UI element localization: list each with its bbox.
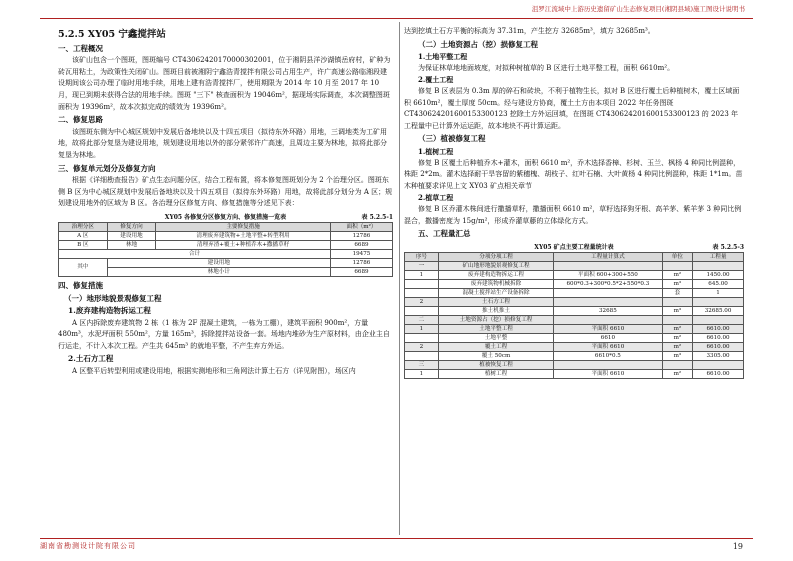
table-row (405, 324, 744, 333)
paragraph-continued: 达到挖填土石方平衡的标高为 37.31m，产生挖方 32685m³，填方 32685m³。 (404, 27, 655, 35)
table-cell: 12786 (330, 231, 392, 240)
table-row-total (59, 249, 393, 258)
paragraph-tree-planting: 修复 B 区覆土后种植乔木+灌木，面积 6610 m²，乔木选择香樟、杉树、玉兰、枫杨 4 种同比例混种，株距 2*2m。灌木选择耐干旱容留的紫穗槐、胡枝子、红叶石楠、大叶黄杨 4 种同比例混种，株距 1*1m。苗木种植要求详见上文 XY03 矿点相关章节 (404, 158, 743, 190)
table-cell (662, 315, 693, 324)
left-column (58, 26, 393, 531)
heading-soil-cover: 2.覆土工程 (418, 75, 454, 85)
table-cell: 1450.00 (693, 270, 744, 279)
table1-caption (58, 212, 393, 222)
table-cell: 植树工程 (438, 369, 553, 378)
footer-company: 湖南省勘测设计院有限公司 (40, 542, 136, 550)
table-cell: 矿山地形地貌景观修复工程 (438, 261, 553, 270)
table-cell: 6689 (330, 240, 392, 249)
table-cell: 覆土 50cm (438, 351, 553, 360)
heading-tree-planting: 1.植树工程 (418, 146, 454, 156)
table-cell: 清理废弃建筑物+土地平整+转型利用 (156, 231, 331, 240)
table-cell: 废弃建构造物拆运工程 (438, 270, 553, 279)
table-header: 治理分区 (59, 222, 108, 231)
table-cell: 植被恢复工程 (438, 360, 553, 369)
heading-units: 三、修复单元划分及修复方向 (58, 163, 156, 173)
table-cell (554, 288, 662, 297)
table-cell: 6610*0.5 (554, 351, 662, 360)
table-cell: 12786 (330, 258, 392, 267)
table-header: 序号 (405, 252, 439, 261)
footer-rule (40, 538, 753, 539)
table-cell (554, 297, 662, 306)
table-cell (554, 261, 662, 270)
table-cell (662, 297, 693, 306)
table-row (59, 240, 393, 249)
table-row (405, 288, 744, 297)
heading-landform: （一）地形地貌景观修复工程 (64, 293, 162, 303)
table-row (59, 231, 393, 240)
table-cell: 6610.00 (693, 342, 744, 351)
table-cell: m³ (662, 306, 693, 315)
table-row (405, 333, 744, 342)
table-cell: 土地平整 (438, 333, 553, 342)
table-cell: 3305.00 (693, 351, 744, 360)
table-cell: 6610 (554, 333, 662, 342)
table-cell: 平面积 6610 (554, 369, 662, 378)
table-header: 工程量计算式 (554, 252, 662, 261)
table-cell: m² (662, 342, 693, 351)
table-cell: 建设用地 (107, 258, 330, 267)
table-row (405, 270, 744, 279)
table-cell: 32685.00 (693, 306, 744, 315)
table-cell: 林地 (107, 240, 156, 249)
table-cell: 19475 (330, 249, 392, 258)
table-cell: 32685 (554, 306, 662, 315)
table-cell: 三 (405, 360, 439, 369)
table-cell (662, 360, 693, 369)
table-header: 单位 (662, 252, 693, 261)
table-cell: 1 (693, 288, 744, 297)
table-cell: 2 (405, 342, 439, 351)
table-cell: A 区 (59, 231, 108, 240)
heading-approach: 二、修复思路 (58, 115, 103, 125)
table1-number: 表 5.2.5-1 (361, 213, 393, 221)
table-cell: 一 (405, 261, 439, 270)
table2-caption (404, 242, 744, 252)
table-cell (554, 360, 662, 369)
table-cell (554, 315, 662, 324)
header-rule (40, 18, 753, 19)
table1-title: XY05 各修复分区修复方向、修复措施一览表 (164, 213, 287, 221)
heading-grass-planting: 2.植草工程 (418, 193, 454, 203)
table-cell: 套 (662, 288, 693, 297)
section-title: 5.2.5 XY05 宁鑫搅拌站 (58, 29, 166, 40)
table-row (59, 267, 393, 276)
table-cell: 建设用地 (107, 231, 156, 240)
table-cell: 1 (405, 324, 439, 333)
table-cell: m² (662, 270, 693, 279)
table-header: 面积（m²） (330, 222, 392, 231)
column-divider (399, 22, 400, 535)
table-cell: m³ (662, 279, 693, 288)
table-cell: 平面积 6610 (554, 324, 662, 333)
table-cell (405, 306, 439, 315)
table-row (405, 279, 744, 288)
table-cell: 废弃建筑物机械拆除 (438, 279, 553, 288)
heading-land-resource: （二）土地资源占（挖）损修复工程 (418, 39, 538, 49)
paragraph-leveling: 为保证林草地地面坡度，对拟种树植草的 B 区进行土地平整工程，面积 6610m²。 (418, 63, 675, 72)
table-cell (693, 297, 744, 306)
table2-number: 表 5.2.5-3 (712, 243, 744, 251)
heading-vegetation: （三）植被修复工程 (418, 134, 486, 144)
table-row (405, 369, 744, 378)
table-cell: 合计 (59, 249, 331, 258)
right-column (404, 26, 744, 531)
table-cell: 平面积 600+300+550 (554, 270, 662, 279)
heading-demolition: 1.废弃建构造物拆运工程 (68, 306, 151, 316)
table-cell: 土地平整工程 (438, 324, 553, 333)
table-cell: 600*0.3+300*0.5*2+550*0.3 (554, 279, 662, 288)
table-row (59, 258, 393, 267)
table-cell: 6610.00 (693, 333, 744, 342)
table-header: 分项分项工程 (438, 252, 553, 261)
table-cell: 覆土工程 (438, 342, 553, 351)
table-cell: m² (662, 324, 693, 333)
table2-title: XY05 矿点主要工程量统计表 (534, 243, 614, 251)
heading-measures: 四、修复措施 (58, 280, 103, 290)
table-cell: 土石方工程 (438, 297, 553, 306)
table-row (405, 315, 744, 324)
table-cell: 6689 (330, 267, 392, 276)
table-cell: 645.00 (693, 279, 744, 288)
table-cell: 6610.00 (693, 324, 744, 333)
table-cell: 土地资源占（挖）损修复工程 (438, 315, 553, 324)
page-number: 19 (732, 542, 743, 551)
table-row (405, 342, 744, 351)
paragraph-earthwork: A 区整平后转型利用或建设用地，根据实测地形和三角网法计算土石方（详见附图），场区内 (72, 367, 356, 376)
paragraph-overview: 该矿山包含一个图斑，图斑编号 CT43062420170000302001，位于湘阴县洋沙湖镇岳府村，矿种为砖瓦用粘土，为政策性关闭矿山。图斑目前被湘阴宁鑫浩青搅拌有限公司占用生产，许广高速公路临湘段建设期间该公司办理了临时用地手续，用地上建有浩青搅拌厂，使用期限为 2014 年 10 月至 2017 年 10 月，现已到期未获得合法的用地手续。图斑 "三下" 核查面积为 19046m²，据现场实际调查，本次调整图斑面积为 19396m²，故本次拟完成的绩效为 19396m²。 (58, 56, 391, 111)
paragraph-grass-planting: 修复 B 区乔灌木株间进行撒播草籽，撒播面积 6610 m²，草籽选择狗牙根、高羊茅、紫羊茅 3 种同比例混合，撒播密度为 15g/m²，形成乔灌草藤的立体绿化方式。 (404, 204, 742, 225)
paragraph-demolition: A 区内拆除废弃建筑物 2 栋（1 栋为 2F 混凝土建筑，一栋为工棚），建筑平面积 900m²，方量 480m³，水泥坪面积 550m²，方量 165m³，拆除搅拌站设备一套。场地内堆砂为生产原材料，由企业主自行运走，不计入本次工程。产生共 645m³ 的就地平整，不产生弃方外运。 (58, 318, 390, 350)
table-cell: 推土机推土 (438, 306, 553, 315)
table-cell: 1 (405, 270, 439, 279)
table-cell: 6610.00 (693, 369, 744, 378)
table-header: 主要修复措施 (156, 222, 331, 231)
table-cell (405, 288, 439, 297)
paragraph-approach: 该图斑东侧为中心城区规划中发展后备地块以及十四五项目（拟待东外环路）用地，三调地类为工矿用地，故将此部分复垦为建设用地，规划建设用地以外的部分紧邻许广高速，且周边主要为林地，拟将此部分复垦为林地。 (58, 127, 387, 159)
heading-earthwork: 2.土石方工程 (68, 354, 114, 364)
table-header: 工程量 (693, 252, 744, 261)
heading-leveling: 1.土地平整工程 (418, 52, 468, 62)
table-cell (405, 279, 439, 288)
table-cell (693, 261, 744, 270)
table-cell: 平面积 6610 (554, 342, 662, 351)
table-cell (405, 333, 439, 342)
table-cell (693, 360, 744, 369)
paragraph-soil-cover: 修复 B 区表层为 0.3m 厚的碎石和砖块，不利于植物生长，拟对 B 区进行覆土后种植树木，覆土区域面积 6610m²，覆土厚度 50cm。经与建设方协商，覆土土方由本项目 2022 年任务图斑 CT43062420160015330012​3 挖除土方外运回填，在图斑 CT43062420160015330012​3 的 2023 年工程量中已计算外运运距，故本地块不再计算运距。 (404, 86, 740, 130)
table-cell: 其中 (59, 258, 108, 276)
table-cell (693, 315, 744, 324)
table-row (405, 306, 744, 315)
table-cell: 1 (405, 369, 439, 378)
table-cell: 清理弃渣+覆土+种植乔木+撒播草籽 (156, 240, 331, 249)
page-header: 沮罗江流域中上游历史遗留矿山生态修复项目(湘阴县域)施工图设计说明书 (531, 5, 745, 13)
table-cell: 2 (405, 297, 439, 306)
quantity-table (404, 252, 744, 379)
table-row (405, 351, 744, 360)
paragraph-units: 根据《详细勘查报告》矿点生态问题分区，结合工程布置，将本修复图斑划分为 2 个治理分区。图斑东侧 B 区为中心城区规划中发展后备地块以及十四五项目（拟待东外环路）用地，故将此部分划分为 A 区；规划建设用地外的区域为 B 区。各治理分区修复方向、修复措施等分述见下表： (58, 176, 393, 208)
table-cell: m² (662, 369, 693, 378)
heading-overview: 一、工程概况 (58, 43, 103, 53)
table-cell: m² (662, 333, 693, 342)
table-cell (662, 261, 693, 270)
table-cell (405, 351, 439, 360)
heading-summary: 五、工程量汇总 (418, 229, 471, 239)
zone-table (58, 222, 393, 277)
table-row (405, 261, 744, 270)
table-cell: 林地小计 (107, 267, 330, 276)
table-cell: 混凝土搅拌站生产设备拆除 (438, 288, 553, 297)
table-cell: B 区 (59, 240, 108, 249)
table-cell: m³ (662, 351, 693, 360)
table-row (405, 297, 744, 306)
table-row (405, 360, 744, 369)
table-cell: 二 (405, 315, 439, 324)
table-header: 修复方向 (107, 222, 156, 231)
